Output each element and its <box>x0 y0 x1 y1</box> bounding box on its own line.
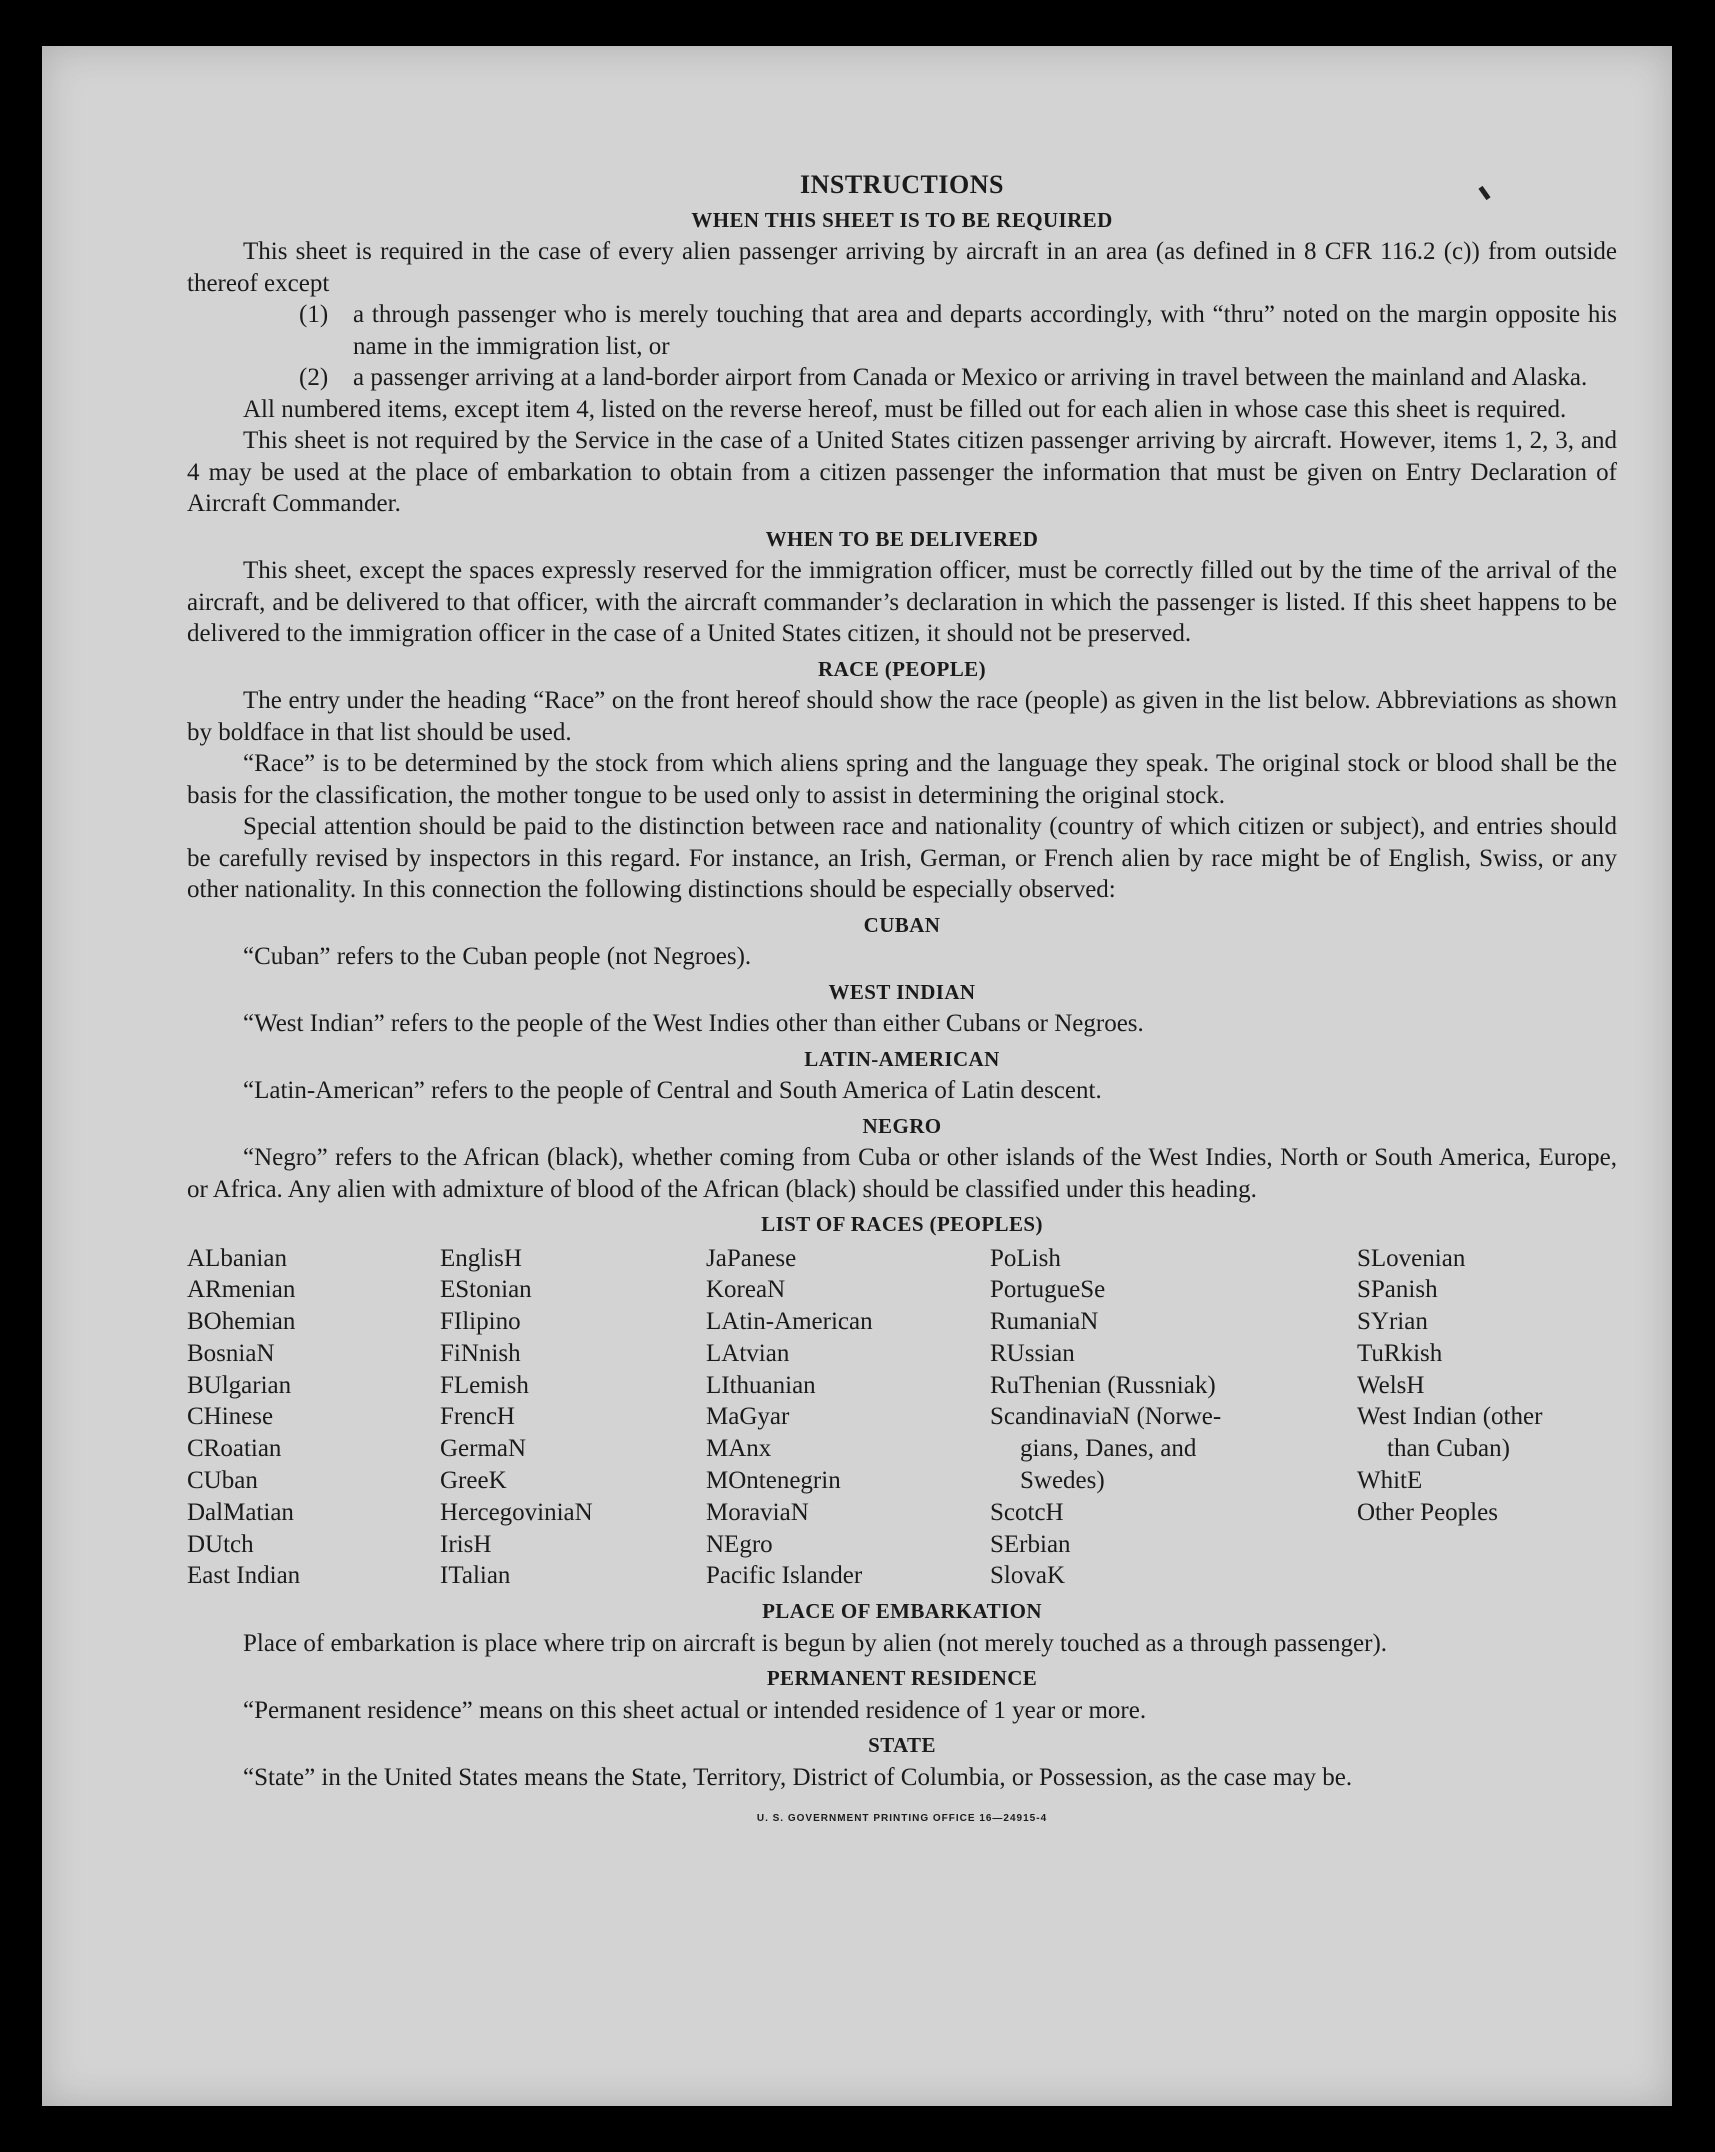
list-item: RumaniaN <box>990 1308 1099 1336</box>
required-para-2: All numbered items, except item 4, listed on the reverse hereof, must be filled out for each alien in whose case this sheet is required. <box>243 395 1567 423</box>
embarkation-text: Place of embarkation is place where trip on aircraft is begun by alien (not merely touched as a through passenger). <box>243 1629 1388 1657</box>
list-item: Other Peoples <box>1357 1498 1498 1526</box>
list-item: HercegoviniaN <box>440 1498 593 1526</box>
list-item: IrisH <box>440 1530 492 1558</box>
list-item: RuThenian (Russniak) <box>990 1371 1216 1399</box>
list-item: GreeK <box>440 1467 507 1495</box>
cuban-text: “Cuban” refers to the Cuban people (not Negroes). <box>243 943 752 970</box>
negro-text: “Negro” refers to the African (black), whether coming from Cuba or other islands of the West Indies, North or South America, Europe, or Africa. Any alien with admixture of blood of the African (black) should be classified under this heading. <box>187 1144 1617 1203</box>
heading-race: RACE (PEOPLE) <box>818 656 986 681</box>
list-item: DUtch <box>187 1530 254 1558</box>
list-item: West Indian (other <box>1357 1403 1543 1431</box>
list-item: PortugueSe <box>990 1276 1106 1304</box>
list-item: RUssian <box>990 1339 1075 1367</box>
printing-office-footer: U. S. GOVERNMENT PRINTING OFFICE 16—24915-4 <box>756 1813 1048 1825</box>
list-item: CUban <box>187 1467 258 1495</box>
list-item: East Indian <box>187 1562 301 1590</box>
residence-text: “Permanent residence” means on this sheet actual or intended residence of 1 year or more. <box>243 1696 1147 1724</box>
item-text: a through passenger who is merely touching that area and departs accordingly, with “thru” noted on the margin opposite his name in the immigration list, or <box>353 301 1617 360</box>
heading-required: WHEN THIS SHEET IS TO BE REQUIRED <box>691 207 1113 232</box>
list-item: CHinese <box>187 1403 274 1431</box>
list-item: WelsH <box>1357 1371 1425 1399</box>
list-item: BUlgarian <box>187 1371 292 1399</box>
list-item: BosniaN <box>187 1339 275 1367</box>
required-intro: This sheet is required in the case of every alien passenger arriving by aircraft in an area (as defined in 8 CFR 116.2 (c)) from outside thereof except <box>187 238 1617 297</box>
list-item: BOhemian <box>187 1308 296 1336</box>
list-item: ITalian <box>440 1562 511 1590</box>
race-column-3 <box>706 1243 990 1593</box>
list-item: CRoatian <box>187 1435 282 1463</box>
list-item: FiNnish <box>440 1339 521 1367</box>
list-item: MaGyar <box>706 1403 790 1431</box>
heading-residence: PERMANENT RESIDENCE <box>766 1666 1038 1691</box>
list-item: NEgro <box>706 1530 773 1558</box>
list-item: than Cuban) <box>1387 1435 1510 1463</box>
list-item: FIlipino <box>440 1308 521 1336</box>
list-item: LAtvian <box>706 1339 790 1367</box>
item-number: (1) <box>299 301 329 328</box>
state-text: “State” in the United States means the State, Territory, District of Columbia, or Possession, as the case may be. <box>243 1763 1353 1791</box>
heading-embarkation: PLACE OF EMBARKATION <box>762 1599 1042 1624</box>
list-item: KoreaN <box>706 1276 786 1304</box>
required-para-3: This sheet is not required by the Service in the case of a United States citizen passenger arriving by aircraft. However, items 1, 2, 3, and 4 may be used at the place of embarkation to obtain from a citizen passenger the information that must be given on Entry Declaration of Aircraft Commander. <box>187 427 1617 517</box>
list-item: EStonian <box>440 1276 532 1304</box>
heading-latin-american: LATIN-AMERICAN <box>804 1046 1000 1071</box>
item-text: a passenger arriving at a land-border airport from Canada or Mexico or arriving in travel between the mainland and Alaska. <box>353 364 1588 391</box>
race-column-1 <box>187 1243 440 1593</box>
heading-delivered: WHEN TO BE DELIVERED <box>765 526 1039 551</box>
race-column-5 <box>1357 1243 1617 1593</box>
list-item: SLovenian <box>1357 1244 1466 1272</box>
instructions-body <box>187 169 1617 1835</box>
west-indian-text: “West Indian” refers to the people of the West Indies other than either Cubans or Negroes. <box>243 1010 1144 1037</box>
list-item: ScotcH <box>990 1498 1064 1526</box>
list-item: PoLish <box>990 1244 1061 1272</box>
race-para-1: The entry under the heading “Race” on the front hereof should show the race (people) as given in the list below. Abbreviations as shown by boldface in that list should be used. <box>187 687 1617 746</box>
heading-negro: NEGRO <box>862 1113 942 1138</box>
list-item: FLemish <box>440 1371 529 1399</box>
race-para-3: Special attention should be paid to the distinction between race and nationality (country of which citizen or subject), and entries should be carefully revised by inspectors in this regard. For instance, an Irish, German, or French alien by race might be of English, Swiss, or any other nationality. In this connection the following distinctions should be especially observed: <box>187 813 1617 903</box>
item-number: (2) <box>299 364 329 391</box>
list-item: GermaN <box>440 1435 527 1463</box>
list-item: ScandinaviaN (Norwe- <box>990 1403 1222 1431</box>
list-item: MAnx <box>706 1435 772 1463</box>
list-item: TuRkish <box>1357 1339 1443 1367</box>
heading-list-of-races: LIST OF RACES (PEOPLES) <box>761 1212 1043 1236</box>
list-item: FrencH <box>440 1403 515 1431</box>
list-item: EnglisH <box>440 1244 522 1272</box>
delivered-text: This sheet, except the spaces expressly reserved for the immigration officer, must be correctly filled out by the time of the arrival of the aircraft, and be delivered to that officer, with the aircraft commander’s declaration in which the passenger is listed. If this sheet happens to be delivered to the immigration officer in the case of a United States citizen, it should not be preserved. <box>187 557 1617 647</box>
latin-american-text: “Latin-American” refers to the people of Central and South America of Latin descent. <box>243 1077 1102 1104</box>
race-para-2: “Race” is to be determined by the stock from which aliens spring and the language they speak. The original stock or blood shall be the basis for the classification, the mother tongue to be used only to assist in determining the original stock. <box>187 750 1617 809</box>
race-list <box>187 1243 1617 1593</box>
list-item: ARmenian <box>187 1276 296 1304</box>
list-item: DalMatian <box>187 1498 294 1526</box>
list-item: Swedes) <box>1020 1467 1105 1495</box>
list-item: JaPanese <box>706 1244 797 1272</box>
exception-item-1 <box>187 299 1617 362</box>
race-column-4 <box>990 1243 1357 1593</box>
list-item: LAtin-American <box>706 1308 873 1336</box>
list-item: ALbanian <box>187 1244 287 1272</box>
list-item: gians, Danes, and <box>1020 1435 1197 1463</box>
list-item: SErbian <box>990 1530 1071 1558</box>
list-item: WhitE <box>1357 1467 1423 1495</box>
heading-cuban: CUBAN <box>863 912 941 937</box>
race-column-2 <box>440 1243 706 1593</box>
list-item: Pacific Islander <box>706 1562 863 1590</box>
list-item: SPanish <box>1357 1276 1438 1304</box>
exception-item-2 <box>187 362 1617 394</box>
list-item: MOntenegrin <box>706 1467 841 1495</box>
list-item: SYrian <box>1357 1308 1428 1336</box>
list-item: LIthuanian <box>706 1371 816 1399</box>
heading-state: STATE <box>868 1733 936 1758</box>
heading-west-indian: WEST INDIAN <box>828 979 976 1004</box>
document-sheet <box>42 46 1672 2106</box>
page-title: INSTRUCTIONS <box>800 170 1004 199</box>
list-item: MoraviaN <box>706 1498 809 1526</box>
list-item: SlovaK <box>990 1562 1065 1590</box>
